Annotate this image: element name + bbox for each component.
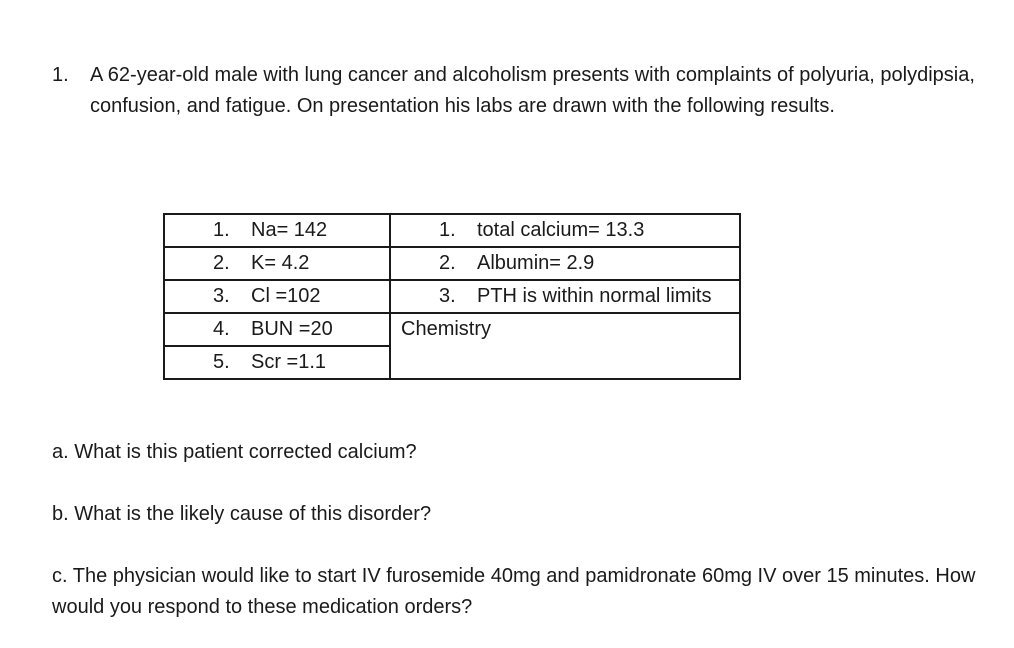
table-cell: [164, 214, 390, 247]
lab-item-scr: [165, 347, 389, 378]
lab-item-k: [165, 248, 389, 279]
lab-item-na: [165, 215, 389, 246]
item-text: Albumin= 2.9: [477, 252, 595, 274]
table-cell: [164, 247, 390, 280]
table-cell: [164, 280, 390, 313]
subquestion-b: b. What is the likely cause of this disorder?: [52, 503, 432, 525]
item-number: 4.: [213, 318, 230, 340]
lab-item-albumin: [391, 248, 739, 279]
table-cell: [164, 346, 390, 379]
chemistry-label: Chemistry: [401, 318, 492, 340]
table-row: [164, 313, 740, 346]
item-number: 3.: [213, 285, 230, 307]
question-1: [52, 60, 997, 122]
lab-item-bun: [165, 314, 389, 345]
question-text: A 62-year-old male with lung cancer and alcoholism presents with complaints of polyuria, polydipsia, confusion, and fatigue. On presentation his labs are drawn with the following results.: [90, 64, 975, 117]
table-cell: [390, 214, 740, 247]
item-text: total calcium= 13.3: [477, 219, 645, 241]
labs-table: [163, 213, 741, 380]
item-text: K= 4.2: [251, 252, 310, 274]
lab-item-cl: [165, 281, 389, 312]
item-text: Scr =1.1: [251, 351, 327, 373]
item-text: BUN =20: [251, 318, 333, 340]
table-cell: [390, 247, 740, 280]
item-number: 2.: [439, 252, 456, 274]
subquestion-a: a. What is this patient corrected calcium?: [52, 441, 417, 463]
table-row: [164, 214, 740, 247]
table-row: [164, 280, 740, 313]
table-cell: [164, 313, 390, 346]
item-text: Cl =102: [251, 285, 321, 307]
lab-item-total-calcium: [391, 215, 739, 246]
item-number: 2.: [213, 252, 230, 274]
question-number: 1.: [52, 64, 69, 86]
subquestion-c: c. The physician would like to start IV furosemide 40mg and pamidronate 60mg IV over 15 minutes. How would you respond to these medication orders?: [52, 565, 976, 618]
item-number: 1.: [439, 219, 456, 241]
table-cell: [390, 280, 740, 313]
table-row: [164, 247, 740, 280]
item-number: 3.: [439, 285, 456, 307]
item-text: Na= 142: [251, 219, 328, 241]
item-text: PTH is within normal limits: [477, 285, 712, 307]
lab-item-pth: [391, 281, 739, 312]
item-number: 5.: [213, 351, 230, 373]
item-number: 1.: [213, 219, 230, 241]
table-cell: [390, 313, 740, 379]
